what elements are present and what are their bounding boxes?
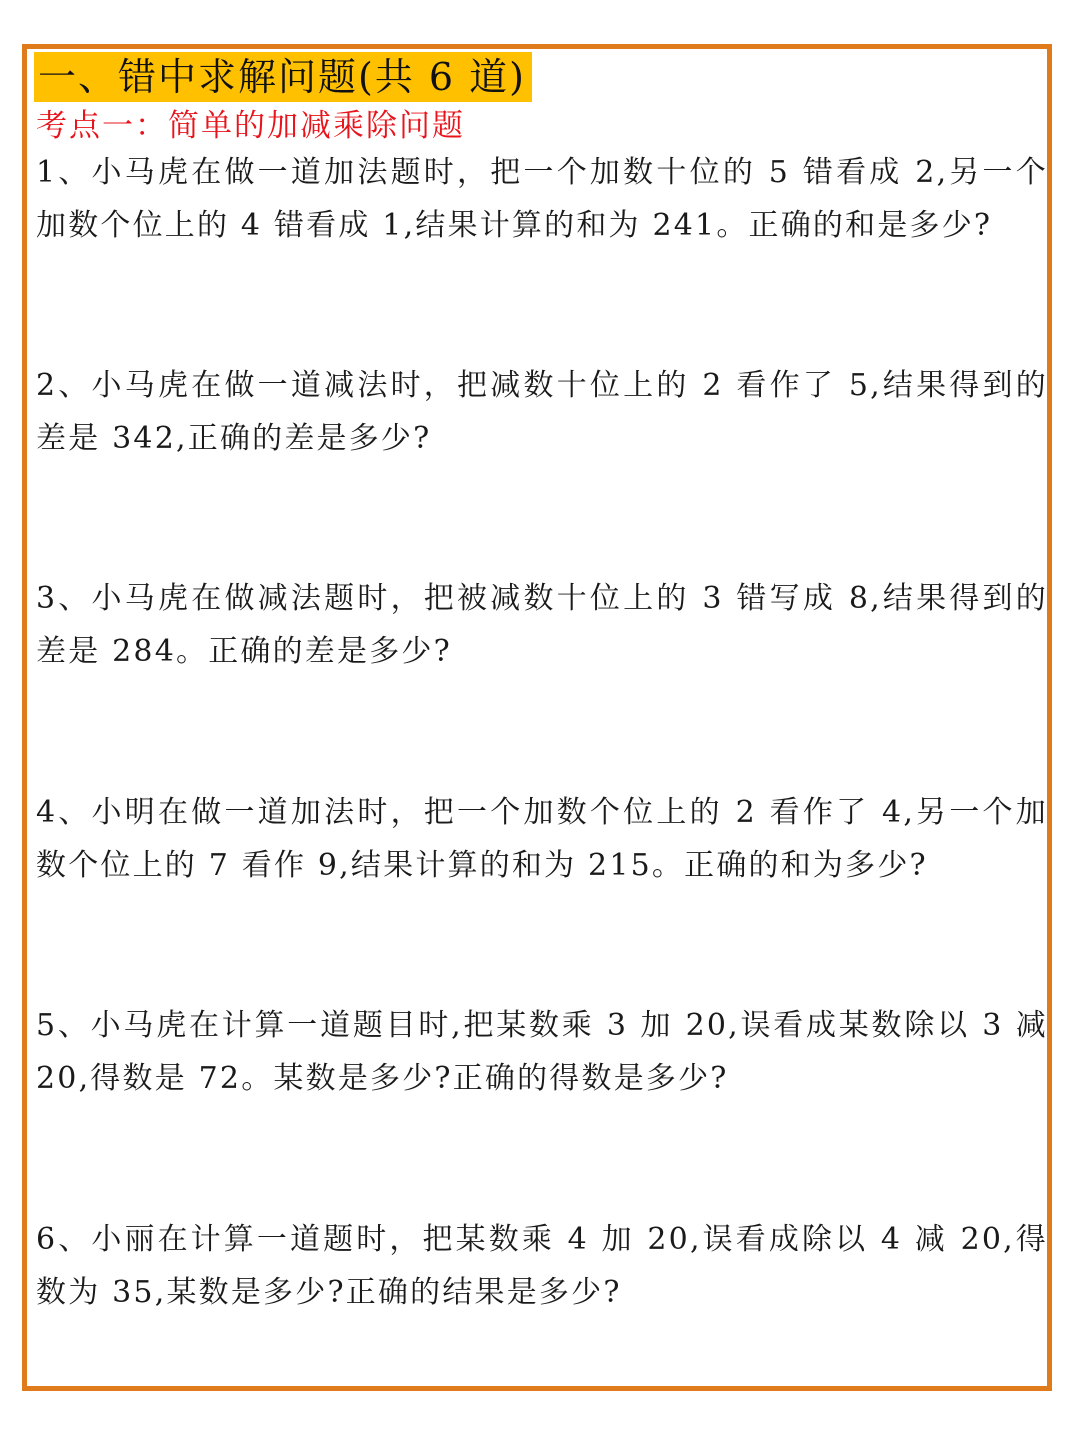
question-1: 1、小马虎在做一道加法题时，把一个加数十位的 5 错看成 2,另一个加数个位上的 4 错看成 1,结果计算的和为 241。正确的和是多少? [36, 155, 1048, 243]
question-2: 2、小马虎在做一道减法时，把减数十位上的 2 看作了 5,结果得到的差是 342,正确的差是多少? [36, 368, 1048, 456]
question-3: 3、小马虎在做减法题时，把被减数十位上的 3 错写成 8,结果得到的差是 284。正确的差是多少? [36, 581, 1048, 669]
question-5: 5、小马虎在计算一道题目时,把某数乘 3 加 20,误看成某数除以 3 减 20,得数是 72。某数是多少?正确的得数是多少? [36, 1008, 1048, 1096]
question-6: 6、小丽在计算一道题时，把某数乘 4 加 20,误看成除以 4 减 20,得数为 35,某数是多少?正确的结果是多少? [36, 1222, 1048, 1310]
question-4: 4、小明在做一道加法时，把一个加数个位上的 2 看作了 4,另一个加数个位上的 7 看作 9,结果计算的和为 215。正确的和为多少? [36, 795, 1048, 883]
section-title: 一、错中求解问题(共 6 道) [34, 52, 532, 102]
topic-subtitle: 考点一：简单的加减乘除问题 [36, 108, 465, 144]
